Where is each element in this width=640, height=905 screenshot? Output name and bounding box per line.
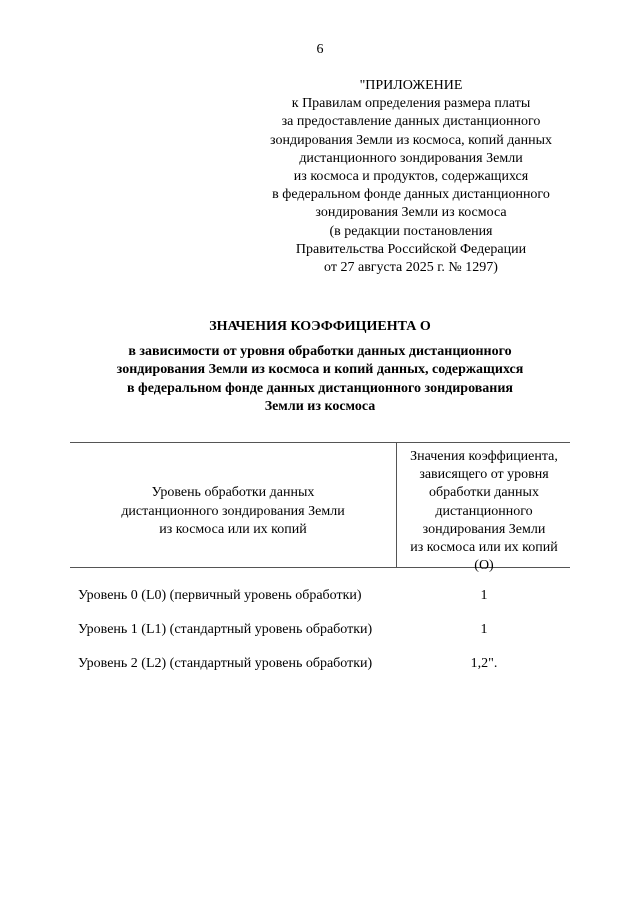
row-level-label: Уровень 1 (L1) (стандартный уровень обработки) (78, 622, 373, 637)
subheading-line: в зависимости от уровня обработки данных дистанционного (128, 344, 512, 359)
appendix-line: зондирования Земли из космоса (315, 205, 507, 221)
table-header-level (80, 484, 386, 540)
appendix-line: из космоса и продуктов, содержащихся (293, 169, 529, 185)
table-header-coefficient (400, 448, 568, 575)
header-coefficient-line: зондирования Земли (422, 521, 546, 537)
appendix-line: к Правилам определения размера платы (291, 96, 531, 112)
page-number: 6 (316, 42, 324, 57)
subheading-line: в федеральном фонде данных дистанционного зондирования (127, 380, 513, 396)
appendix-line: Правительства Российской Федерации (295, 241, 527, 257)
table-row (78, 654, 568, 674)
table-row (78, 620, 568, 640)
appendix-line: в федеральном фонде данных дистанционного (272, 187, 550, 203)
subheading-line: зондирования Земли из космоса и копий данных, содержащихся (116, 362, 524, 378)
header-level-line: Уровень обработки данных (151, 485, 315, 500)
header-coefficient-line: зависящего от уровня (419, 467, 549, 483)
document-subheading (60, 343, 580, 417)
appendix-line: от 27 августа 2025 г. № 1297) (324, 260, 498, 276)
subheading-line: Земли из космоса (264, 399, 376, 415)
header-coefficient-line: Значения коэффициента, (410, 449, 558, 464)
appendix-line: (в редакции постановления (329, 223, 493, 239)
header-coefficient-line: дистанционного (435, 503, 533, 519)
appendix-title: "ПРИЛОЖЕНИЕ (359, 78, 463, 93)
table-top-rule (70, 442, 570, 443)
row-level-label: Уровень 2 (L2) (стандартный уровень обработки) (78, 656, 373, 671)
appendix-line: дистанционного зондирования Земли (299, 150, 523, 166)
header-coefficient-line: из космоса или их копий (410, 540, 558, 556)
row-coefficient-value: 1 (480, 588, 488, 603)
table-row (78, 586, 568, 606)
header-level-line: дистанционного зондирования Земли (121, 503, 345, 519)
appendix-header (258, 77, 564, 277)
header-coefficient-line: (О) (474, 558, 494, 574)
row-level-label: Уровень 0 (L0) (первичный уровень обработки) (78, 588, 362, 603)
table-column-divider (396, 442, 397, 567)
row-coefficient-value: 1,2". (470, 656, 498, 671)
appendix-line: зондирования Земли из космоса, копий данных (270, 132, 552, 148)
document-heading: ЗНАЧЕНИЯ КОЭФФИЦИЕНТА О (209, 319, 431, 334)
row-coefficient-value: 1 (480, 622, 488, 637)
appendix-line: за предоставление данных дистанционного (281, 114, 541, 130)
header-level-line: из космоса или их копий (159, 522, 307, 537)
header-coefficient-line: обработки данных (429, 485, 539, 501)
